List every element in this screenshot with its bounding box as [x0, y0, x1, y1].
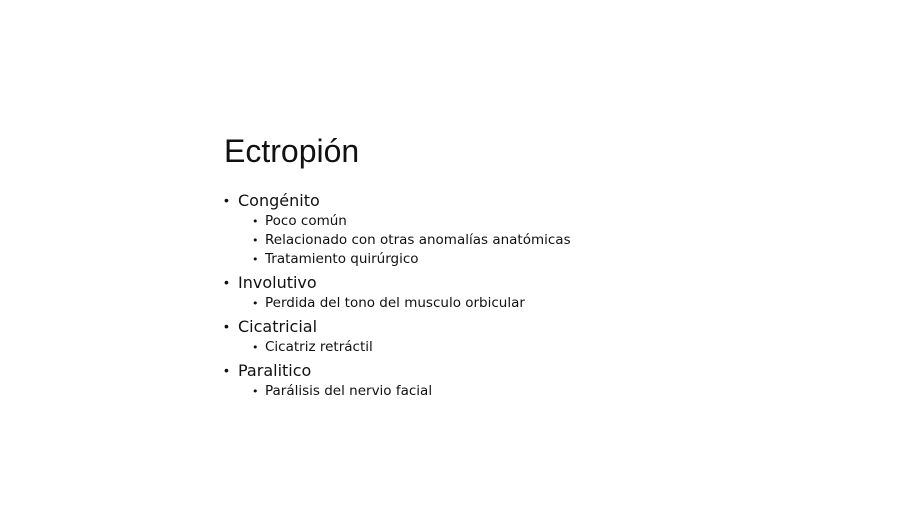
topic-label: • Involutivo: [238, 273, 317, 292]
sub-item: • Cicatriz retráctil: [252, 338, 571, 357]
topic-paralitico: [224, 359, 571, 401]
sub-list: [238, 294, 571, 313]
sub-list: [238, 212, 571, 269]
topic-cicatricial: [224, 315, 571, 357]
sub-list: [238, 382, 571, 401]
topic-label: • Paralitico: [238, 361, 312, 380]
sub-item: • Poco común: [252, 212, 571, 231]
topic-involutivo: [224, 271, 571, 313]
topic-congenito: [224, 189, 571, 269]
slide-title: Ectropión: [224, 133, 360, 169]
topic-label: • Congénito: [238, 191, 320, 210]
bullet-list: [224, 189, 571, 403]
sub-item: • Parálisis del nervio facial: [252, 382, 571, 401]
sub-item: • Perdida del tono del musculo orbicular: [252, 294, 571, 313]
sub-list: [238, 338, 571, 357]
sub-item: • Relacionado con otras anomalías anatómicas: [252, 231, 571, 250]
topic-label: • Cicatricial: [238, 317, 318, 336]
sub-item: • Tratamiento quirúrgico: [252, 250, 571, 269]
